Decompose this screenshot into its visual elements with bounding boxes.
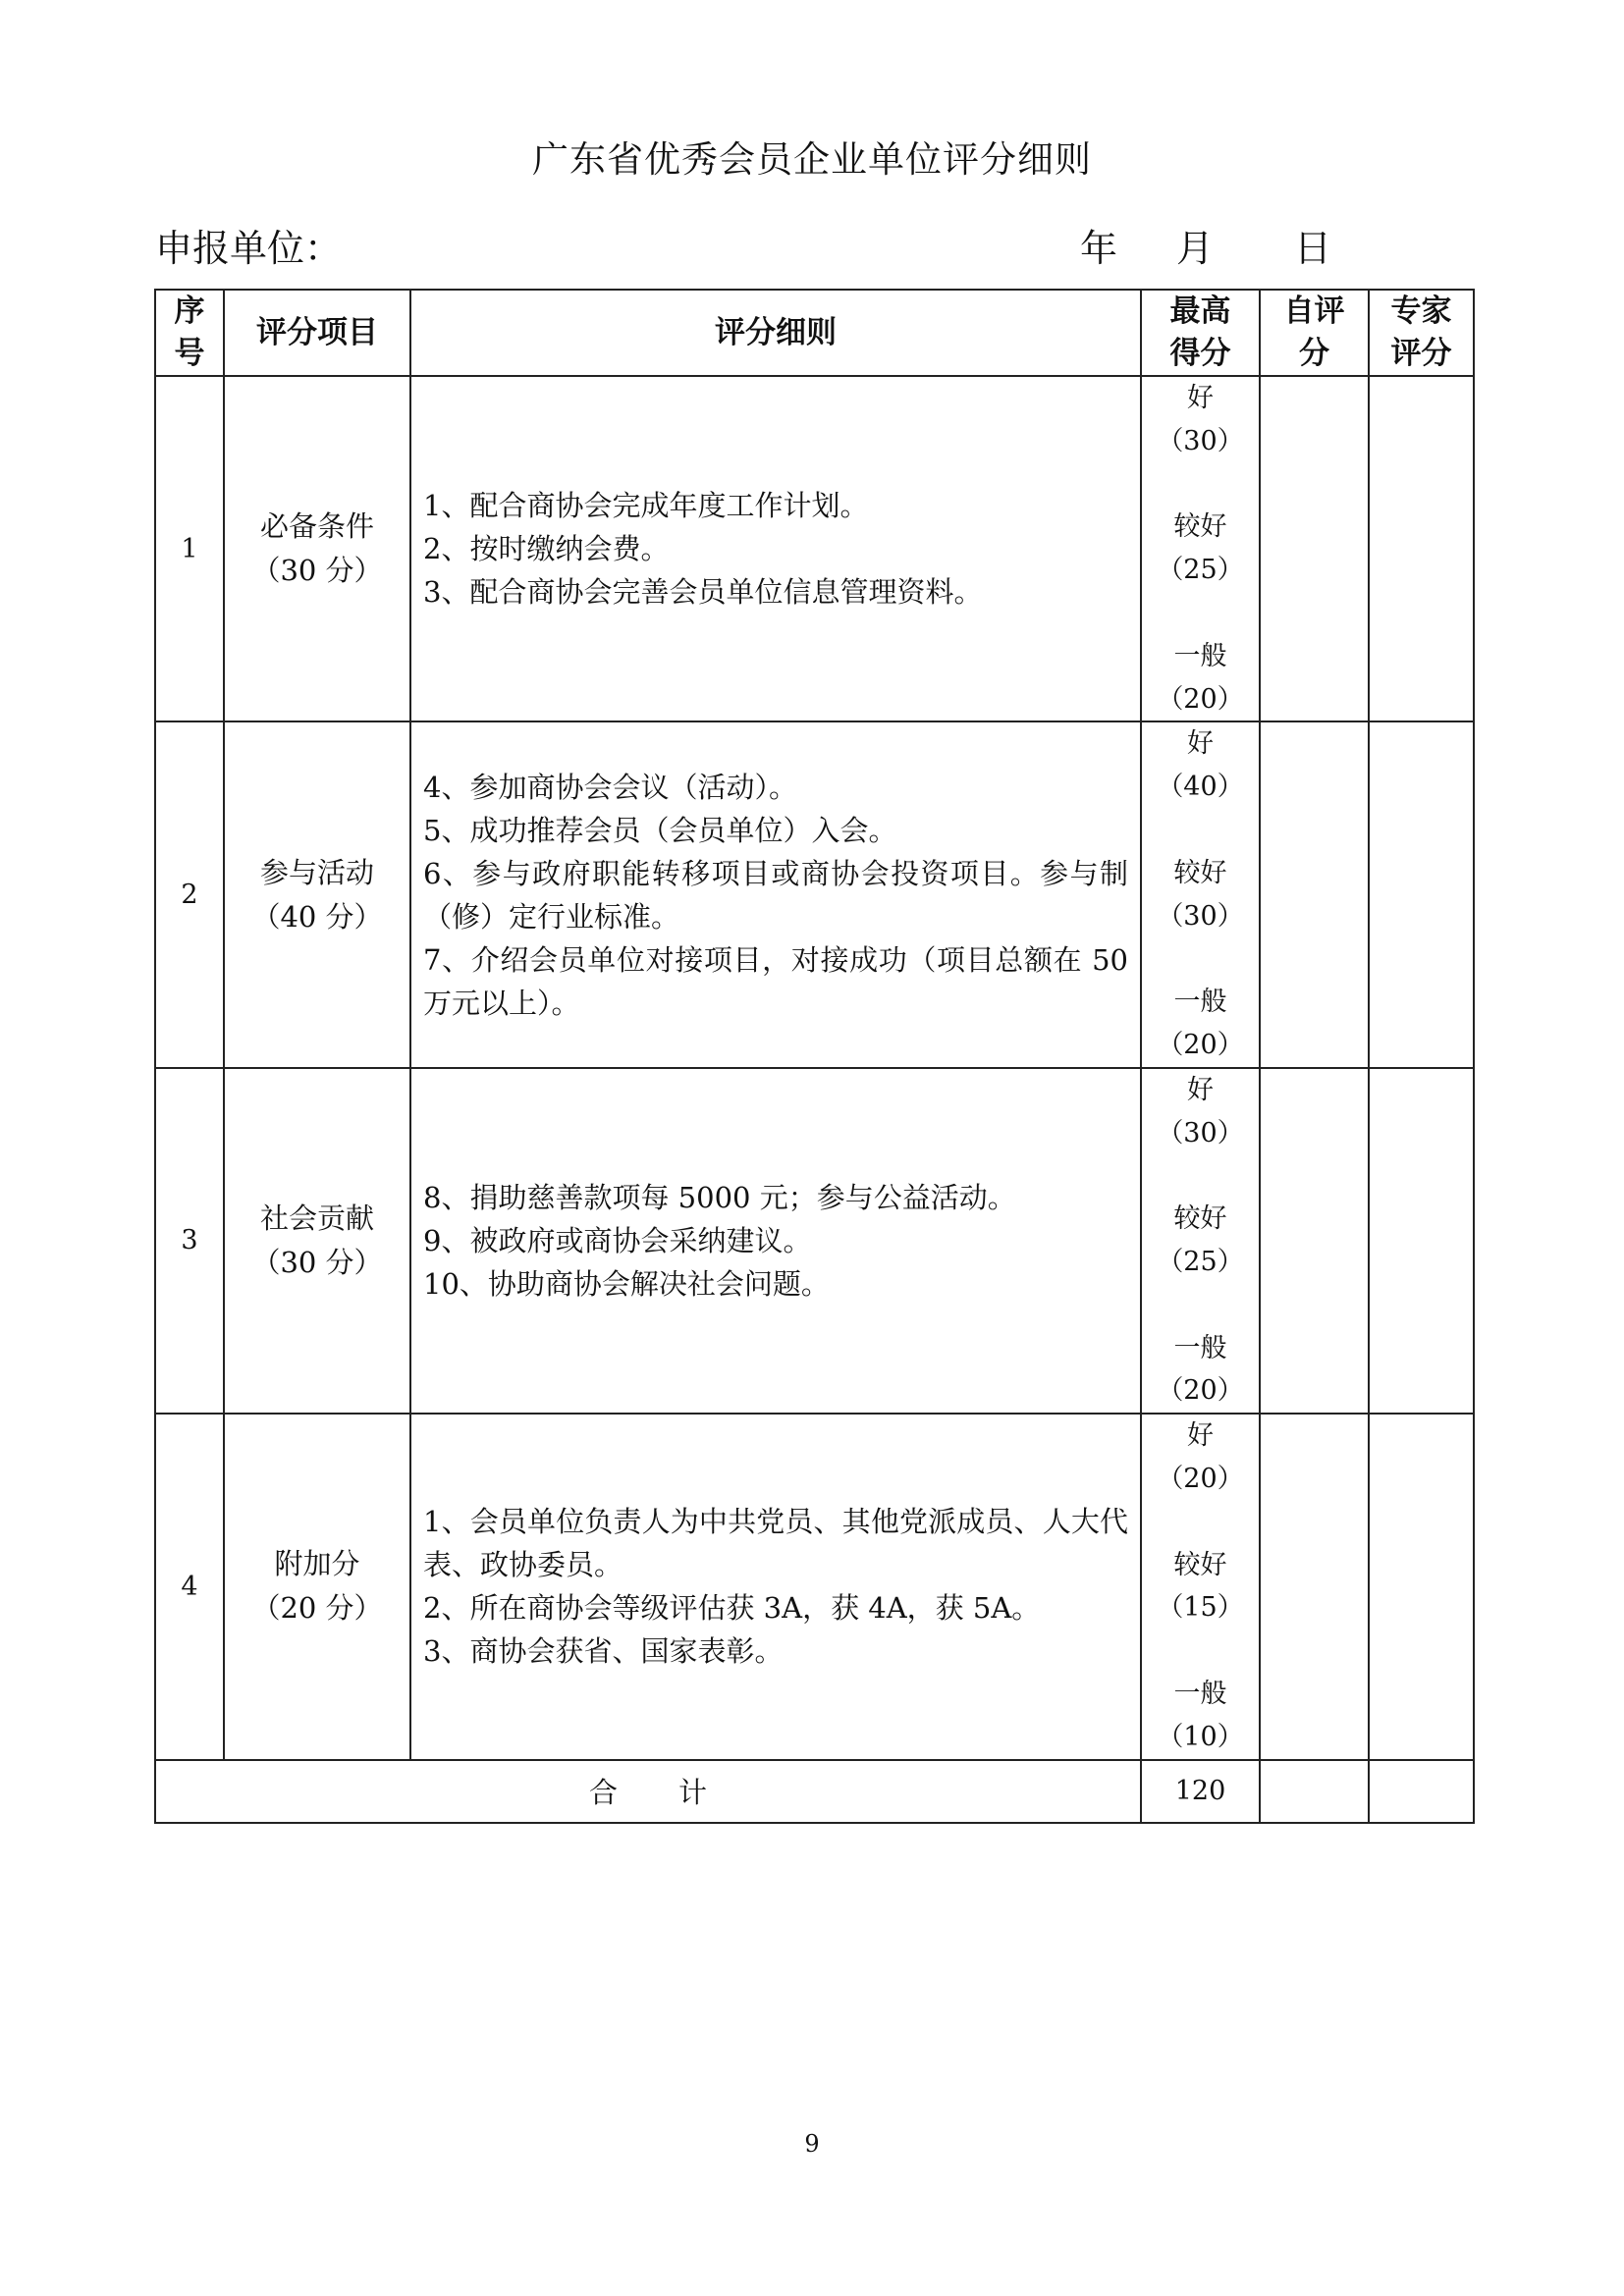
rule-line: 8、捐助慈善款项每 5000 元；参与公益活动。 (423, 1180, 1016, 1214)
level-label: 一般 (1173, 987, 1227, 1018)
total-label-part1: 合 (588, 1776, 618, 1809)
rule-line: 4、参加商协会会议（活动）。 (423, 770, 797, 804)
rule-line: 9、被政府或商协会采纳建议。 (423, 1223, 812, 1257)
row-max-score (1141, 721, 1260, 1067)
row-item (224, 1068, 410, 1414)
header-no-line2: 号 (174, 336, 205, 371)
total-label-part2: 计 (678, 1776, 708, 1809)
item-name: 必备条件 (259, 509, 374, 544)
header-max-score (1141, 290, 1260, 376)
date-month-label: 月 (1176, 227, 1215, 270)
applicant-label: 申报单位： (155, 227, 343, 270)
level-score: （25） (1157, 1246, 1244, 1277)
rule-line: 3、商协会获省、国家表彰。 (423, 1634, 784, 1669)
self-score-cell[interactable] (1260, 376, 1369, 721)
header-max-line1: 最高 (1169, 294, 1231, 329)
table-header-row (155, 290, 1474, 376)
level-label: 好 (1187, 1074, 1214, 1105)
level-label: 一般 (1173, 640, 1227, 671)
item-score: （30 分） (251, 554, 383, 588)
level-label: 较好 (1173, 511, 1227, 543)
row-max-score (1141, 1414, 1260, 1759)
item-name: 附加分 (274, 1547, 360, 1581)
level-label: 较好 (1173, 857, 1227, 888)
level-score: （20） (1157, 1463, 1244, 1494)
table-row (155, 1414, 1474, 1759)
level-score: （30） (1157, 1117, 1244, 1148)
table-row (155, 721, 1474, 1067)
row-rules (410, 1414, 1141, 1759)
row-max-score (1141, 1068, 1260, 1414)
level-label: 一般 (1173, 1678, 1227, 1709)
self-score-cell[interactable] (1260, 721, 1369, 1067)
header-rules: 评分细则 (410, 290, 1141, 376)
header-self-line2: 分 (1299, 336, 1329, 371)
header-expert-line1: 专家 (1390, 294, 1452, 329)
level-score: （30） (1157, 900, 1244, 932)
header-no (155, 290, 224, 376)
item-score: （20 分） (251, 1591, 383, 1626)
level-label: 好 (1187, 383, 1214, 413)
row-number: 3 (155, 1068, 224, 1414)
level-score: （20） (1157, 1029, 1244, 1060)
level-score: （10） (1157, 1721, 1244, 1752)
row-number: 4 (155, 1414, 224, 1759)
header-expert-line2: 评分 (1390, 336, 1452, 371)
total-expert-score-cell[interactable] (1369, 1760, 1474, 1823)
table-row (155, 1068, 1474, 1414)
rule-line: 5、成功推荐会员（会员单位）入会。 (423, 813, 897, 847)
row-rules (410, 376, 1141, 721)
row-item (224, 721, 410, 1067)
rule-line: 3、配合商协会完善会员单位信息管理资料。 (423, 575, 983, 610)
date-year-label: 年 (1080, 227, 1118, 270)
header-item: 评分项目 (224, 290, 410, 376)
scoring-table (154, 289, 1475, 1824)
rule-line: 2、所在商协会等级评估获 3A，获 4A，获 5A。 (423, 1591, 1041, 1626)
table-row (155, 376, 1474, 721)
item-score: （40 分） (251, 899, 383, 934)
item-score: （30 分） (251, 1245, 383, 1279)
item-name: 参与活动 (259, 855, 374, 889)
level-label: 好 (1187, 1420, 1214, 1452)
rule-line: 10、协助商协会解决社会问题。 (423, 1266, 830, 1301)
rule-line: 7、介绍会员单位对接项目，对接成功（项目总额在 50 万元以上）。 (423, 942, 1128, 1020)
header-self-line1: 自评 (1283, 294, 1345, 329)
level-score: （25） (1157, 555, 1244, 586)
rule-line: 6、参与政府职能转移项目或商协会投资项目。参与制（修）定行业标准。 (423, 856, 1128, 934)
row-max-score (1141, 376, 1260, 721)
level-label: 好 (1187, 728, 1214, 760)
page-number: 9 (804, 2130, 820, 2158)
expert-score-cell[interactable] (1369, 376, 1474, 721)
header-no-line1: 序 (174, 294, 205, 329)
level-label: 一般 (1173, 1332, 1227, 1363)
expert-score-cell[interactable] (1369, 721, 1474, 1067)
total-max-score: 120 (1141, 1760, 1260, 1823)
level-score: （20） (1157, 1375, 1244, 1407)
level-score: （30） (1157, 425, 1244, 456)
expert-score-cell[interactable] (1369, 1068, 1474, 1414)
date-day-label: 日 (1294, 227, 1332, 270)
header-expert-score (1369, 290, 1474, 376)
total-row (155, 1760, 1474, 1823)
row-item (224, 1414, 410, 1759)
row-number: 1 (155, 376, 224, 721)
row-number: 2 (155, 721, 224, 1067)
self-score-cell[interactable] (1260, 1068, 1369, 1414)
row-item (224, 376, 410, 721)
level-score: （15） (1157, 1592, 1244, 1624)
header-max-line2: 得分 (1169, 336, 1231, 371)
expert-score-cell[interactable] (1369, 1414, 1474, 1759)
row-rules (410, 1068, 1141, 1414)
item-name: 社会贡献 (259, 1201, 374, 1235)
rule-line: 2、按时缴纳会费。 (423, 532, 670, 566)
total-self-score-cell[interactable] (1260, 1760, 1369, 1823)
level-score: （20） (1157, 683, 1244, 715)
rule-line: 1、配合商协会完成年度工作计划。 (423, 489, 869, 523)
rule-line: 1、会员单位负责人为中共党员、其他党派成员、人大代表、政协委员。 (423, 1505, 1128, 1582)
level-score: （40） (1157, 772, 1244, 803)
self-score-cell[interactable] (1260, 1414, 1369, 1759)
page-title: 广东省优秀会员企业单位评分细则 (532, 138, 1092, 181)
row-rules (410, 721, 1141, 1067)
level-label: 较好 (1173, 1549, 1227, 1580)
total-label (155, 1760, 1141, 1823)
level-label: 较好 (1173, 1203, 1227, 1235)
header-self-score (1260, 290, 1369, 376)
